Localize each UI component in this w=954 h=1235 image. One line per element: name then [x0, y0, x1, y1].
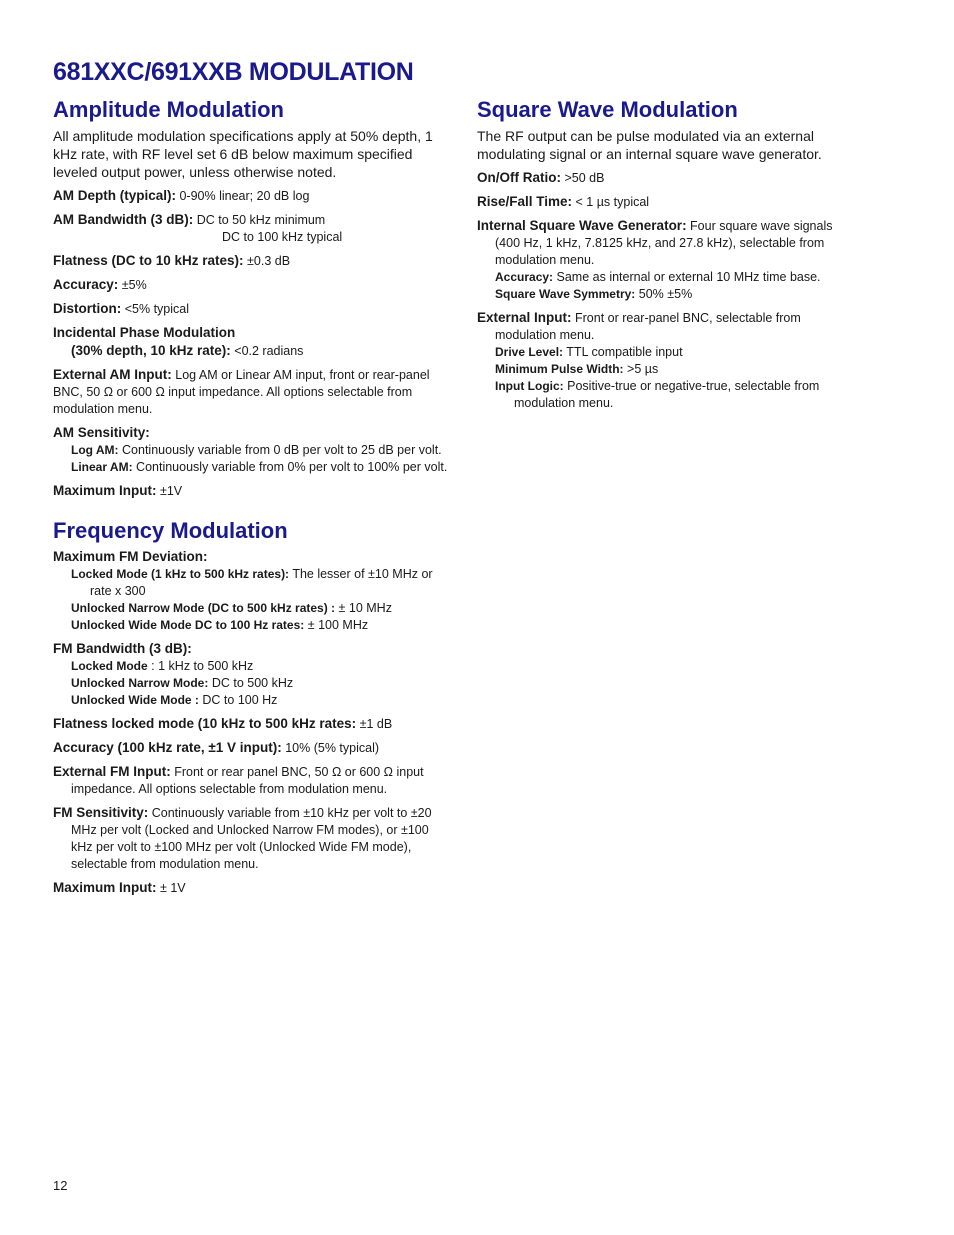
sq-symmetry-value: 50% ±5%: [638, 287, 693, 301]
sq-drive-label: Drive Level:: [495, 345, 564, 359]
fm-unlocked-narrow: [53, 600, 453, 617]
sq-rise-label: Rise/Fall Time:: [477, 194, 573, 209]
am-ipm-label-1: Incidental Phase Modulation: [53, 325, 236, 340]
sq-int-accuracy: [477, 269, 857, 286]
am-log-am: [53, 442, 453, 459]
am-linear-am: [53, 459, 453, 476]
am-ext-input-spec: [53, 366, 453, 418]
fm-flatness-spec: [53, 715, 453, 733]
am-ext-input-label: External AM Input:: [53, 367, 172, 382]
am-depth-value: 0-90% linear; 20 dB log: [179, 189, 310, 203]
fm-locked-label: Locked Mode (1 kHz to 500 kHz rates):: [71, 567, 290, 581]
sq-ext-input-value: Front or rear-panel BNC, selectable from modulation menu.: [495, 311, 801, 342]
sq-symmetry: [477, 286, 857, 303]
fm-bw-wide: [53, 692, 453, 709]
am-distortion-spec: [53, 300, 453, 318]
am-accuracy-value: ±5%: [121, 278, 147, 292]
sq-logic-value: Positive-true or negative-true, selectable from modulation menu.: [514, 379, 820, 410]
am-max-input-value: ±1V: [159, 484, 183, 498]
am-section-title: Amplitude Modulation: [53, 97, 284, 122]
am-sensitivity-label: AM Sensitivity:: [53, 425, 150, 440]
am-intro: All amplitude modulation specifications apply at 50% depth, 1 kHz rate, with RF level set 6 dB below maximum specified leveled output power, unless otherwise noted.: [53, 128, 433, 180]
sq-drive-value: TTL compatible input: [566, 345, 683, 359]
fm-section-title: Frequency Modulation: [53, 518, 288, 543]
fm-sensitivity-label: FM Sensitivity:: [53, 805, 149, 820]
fm-bw-wide-value: DC to 100 Hz: [202, 693, 278, 707]
fm-locked-value: The lesser of ±10 MHz or rate x 300: [90, 567, 433, 598]
fm-unlocked-wide: [53, 617, 453, 634]
fm-sensitivity-value: Continuously variable from ±10 kHz per volt to ±20 MHz per volt (Locked and Unlocked Narrow FM modes), or ±100 kHz per volt to ±100 MHz per volt (Unlocked Wide FM mode), selectable from modulation menu.: [71, 806, 432, 871]
sq-ext-input-label: External Input:: [477, 310, 572, 325]
fm-bw-locked: [53, 658, 453, 675]
fm-unlocked-narrow-value: ± 10 MHz: [338, 601, 392, 615]
sq-internal-value: Four square wave signals (400 Hz, 1 kHz, 7.8125 kHz, and 27.8 kHz), selectable from modulation menu.: [495, 219, 833, 267]
am-flatness-spec: [53, 252, 453, 270]
fm-unlocked-wide-value: ± 100 MHz: [307, 618, 369, 632]
fm-deviation-spec: [53, 548, 453, 566]
section-spacer: [53, 506, 453, 518]
sq-onoff-value: >50 dB: [564, 171, 605, 185]
am-sensitivity-spec: [53, 424, 453, 442]
fm-bw-narrow-value: DC to 500 kHz: [211, 676, 294, 690]
sq-min-pulse: [477, 361, 857, 378]
fm-unlocked-narrow-label: Unlocked Narrow Mode (DC to 500 kHz rates) :: [71, 601, 336, 615]
am-accuracy-label: Accuracy:: [53, 277, 119, 292]
sq-int-accuracy-value: Same as internal or external 10 MHz time base.: [556, 270, 821, 284]
sq-rise-spec: [477, 193, 857, 211]
fm-bw-narrow: [53, 675, 453, 692]
fm-ext-input-label: External FM Input:: [53, 764, 171, 779]
am-flatness-label: Flatness (DC to 10 kHz rates):: [53, 253, 244, 268]
sq-symmetry-label: Square Wave Symmetry:: [495, 287, 636, 301]
fm-max-input-spec: [53, 879, 453, 897]
left-column: [53, 97, 453, 903]
fm-unlocked-wide-label: Unlocked Wide Mode DC to 100 Hz rates:: [71, 618, 305, 632]
am-distortion-value: <5% typical: [124, 302, 190, 316]
sq-onoff-label: On/Off Ratio:: [477, 170, 561, 185]
am-linear-am-value: Continuously variable from 0% per volt to 100% per volt.: [136, 460, 448, 474]
am-max-input-spec: [53, 482, 453, 500]
fm-bw-locked-label: Locked Mode: [71, 659, 148, 673]
sq-internal-spec: [477, 217, 857, 269]
fm-flatness-label: Flatness locked mode (10 kHz to 500 kHz rates:: [53, 716, 357, 731]
am-ipm-label-2: (30% depth, 10 kHz rate):: [71, 343, 231, 358]
fm-bandwidth-label: FM Bandwidth (3 dB):: [53, 641, 192, 656]
am-depth-label: AM Depth (typical):: [53, 188, 176, 203]
fm-max-input-label: Maximum Input:: [53, 880, 157, 895]
sq-onoff-spec: [477, 169, 857, 187]
fm-bw-locked-value: : 1 kHz to 500 kHz: [151, 659, 254, 673]
fm-accuracy-spec: [53, 739, 453, 757]
sq-min-pulse-label: Minimum Pulse Width:: [495, 362, 624, 376]
sq-logic-label: Input Logic:: [495, 379, 564, 393]
fm-flatness-value: ±1 dB: [359, 717, 393, 731]
fm-ext-input-spec: [53, 763, 453, 798]
am-depth-spec: [53, 187, 453, 205]
am-accuracy-spec: [53, 276, 453, 294]
am-bandwidth-spec: [53, 211, 453, 246]
fm-ext-input-value: Front or rear panel BNC, 50 Ω or 600 Ω input impedance. All options selectable from modulation menu.: [71, 765, 424, 796]
sq-input-logic: [477, 378, 857, 412]
sq-drive-level: [477, 344, 857, 361]
sq-int-accuracy-label: Accuracy:: [495, 270, 554, 284]
sq-ext-input-spec: [477, 309, 857, 344]
fm-bandwidth-spec: [53, 640, 453, 658]
right-column: [477, 97, 857, 412]
fm-bw-narrow-label: Unlocked Narrow Mode:: [71, 676, 209, 690]
am-linear-am-label: Linear AM:: [71, 460, 133, 474]
sq-internal-label: Internal Square Wave Generator:: [477, 218, 687, 233]
am-log-am-value: Continuously variable from 0 dB per volt to 25 dB per volt.: [122, 443, 442, 457]
fm-sensitivity-spec: [53, 804, 453, 873]
fm-max-input-value: ± 1V: [159, 881, 186, 895]
am-bandwidth-value-2: DC to 100 kHz typical: [222, 230, 343, 244]
page-title: 681XXC/691XXB MODULATION: [53, 58, 414, 86]
sq-min-pulse-value: >5 µs: [627, 362, 659, 376]
am-log-am-label: Log AM:: [71, 443, 119, 457]
am-ipm-value: <0.2 radians: [234, 344, 304, 358]
am-ipm-spec: [53, 324, 453, 360]
am-ext-input-value: Log AM or Linear AM input, front or rear-panel BNC, 50 Ω or 600 Ω input impedance. All options selectable from modulation menu.: [53, 368, 430, 416]
am-flatness-value: ±0.3 dB: [247, 254, 291, 268]
am-bandwidth-label: AM Bandwidth (3 dB):: [53, 212, 194, 227]
sq-intro: The RF output can be pulse modulated via an external modulating signal or an internal square wave generator.: [477, 128, 822, 162]
fm-accuracy-label: Accuracy (100 kHz rate, ±1 V input):: [53, 740, 282, 755]
fm-deviation-label: Maximum FM Deviation:: [53, 549, 208, 564]
fm-accuracy-value: 10% (5% typical): [285, 741, 380, 755]
fm-locked-mode: [53, 566, 453, 600]
page-number: 12: [53, 1178, 68, 1193]
am-bandwidth-value-1: DC to 50 kHz minimum: [196, 213, 326, 227]
sq-rise-value: < 1 µs typical: [575, 195, 650, 209]
sq-section-title: Square Wave Modulation: [477, 97, 738, 122]
fm-bw-wide-label: Unlocked Wide Mode :: [71, 693, 199, 707]
am-distortion-label: Distortion:: [53, 301, 122, 316]
am-max-input-label: Maximum Input:: [53, 483, 157, 498]
